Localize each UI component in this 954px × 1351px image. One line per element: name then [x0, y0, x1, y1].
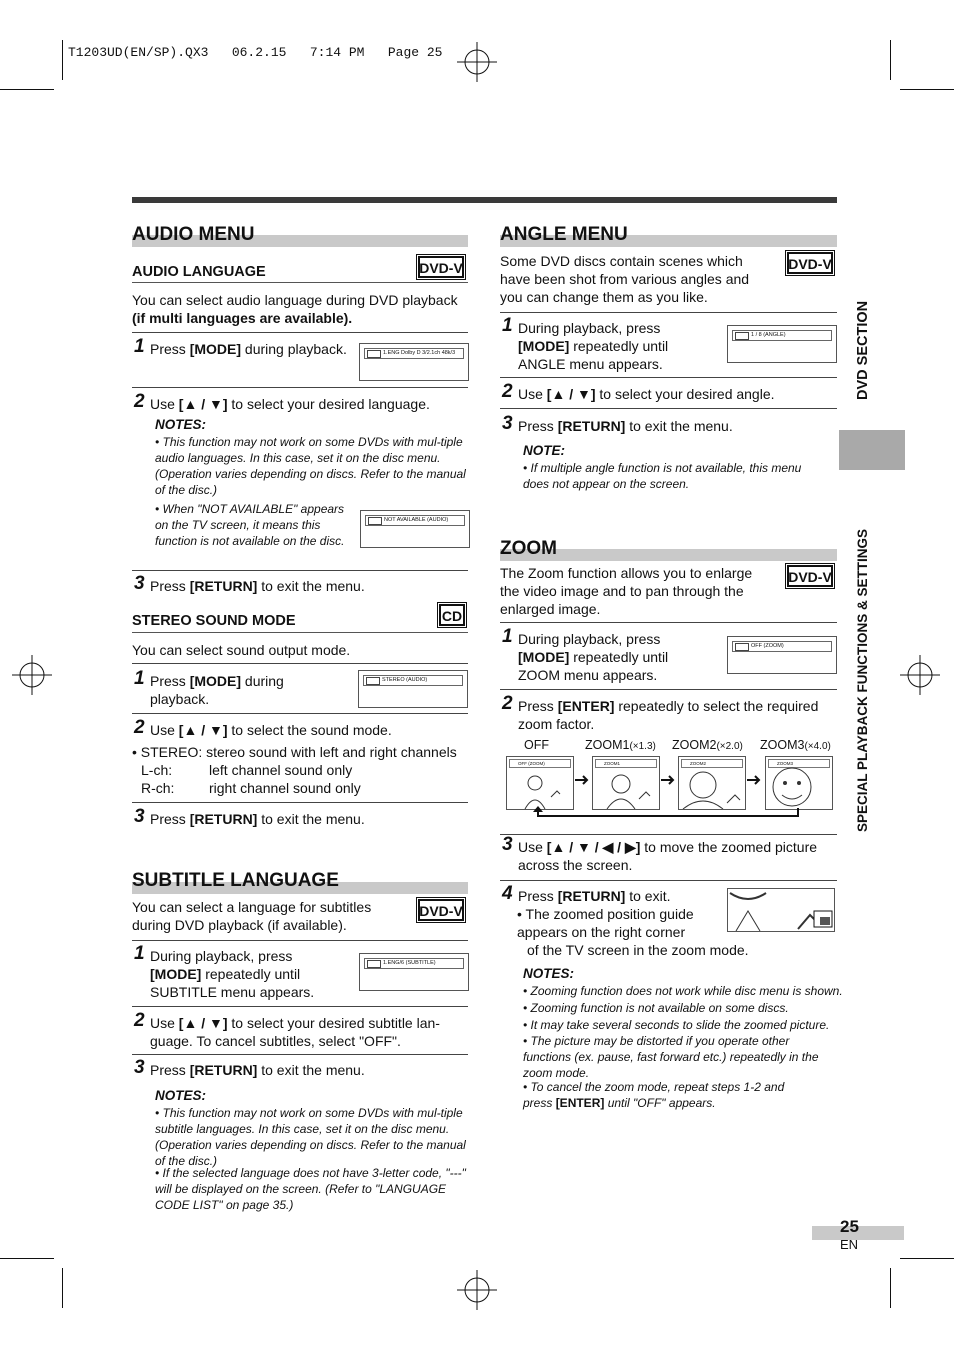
step-number: 3 — [502, 413, 513, 434]
zoom-level-label: ZOOM2(×2.0) — [672, 738, 743, 752]
registration-mark-icon — [457, 1270, 497, 1310]
print-header: T1203UD(EN/SP).QX3 06.2.15 7:14 PM Page 25 — [68, 45, 443, 60]
osd-angle-screen: 1 / 8 (ANGLE) — [727, 325, 837, 363]
osd-zoom-screen: OFF (ZOOM) — [727, 636, 837, 674]
step-text: Press [MODE] during playback. — [150, 673, 284, 707]
crop-mark — [900, 89, 954, 90]
sidebar — [851, 288, 881, 838]
audio-language-title: AUDIO LANGUAGE — [132, 264, 266, 280]
note-text: • If multiple angle function is not available, this menu does not appear on the screen. — [523, 461, 802, 491]
divider — [132, 1054, 468, 1055]
step-number: 1 — [502, 626, 513, 647]
dvd-video-badge-icon — [416, 254, 466, 280]
step-number: 2 — [134, 391, 145, 412]
zoom-level-label: ZOOM1(×1.3) — [585, 738, 656, 752]
divider — [132, 332, 468, 333]
step-text: Use [▲ / ▼] to select your desired language. — [150, 396, 430, 412]
zoom-preview-3: ZOOM3 — [765, 756, 833, 810]
notes-heading: NOTES: — [523, 966, 575, 981]
note-text: • To cancel the zoom mode, repeat steps 1-2 and press [ENTER] until "OFF" appears. — [523, 1080, 785, 1110]
crop-mark — [900, 1258, 954, 1259]
zoom-level-label: OFF — [524, 738, 549, 752]
step-number: 1 — [502, 315, 513, 336]
divider — [132, 713, 468, 714]
step-text: Press [RETURN] to exit the menu. — [150, 811, 365, 827]
stereo-sound-title: STEREO SOUND MODE — [132, 613, 296, 629]
osd-not-available-screen: NOT AVAILABLE (AUDIO) — [360, 510, 470, 548]
step-text: Use [▲ / ▼] to select the sound mode. — [150, 722, 392, 738]
divider — [132, 940, 468, 941]
step-number: 2 — [502, 381, 513, 402]
step-text: Press [RETURN] to exit. — [518, 888, 671, 904]
note-text: • This function may not work on some DVDs with mul-tiple audio languages. In this case, set it on the disc menu. (Operation varies depending on discs. Refer to the manual of the disc.) — [155, 435, 466, 497]
notes-heading: NOTES: — [155, 417, 207, 432]
note-text: • Zooming function is not available on some discs. — [523, 1001, 789, 1015]
step-number: 1 — [134, 668, 145, 689]
zoom-preview-2: ZOOM2 — [678, 756, 746, 810]
notes-heading: NOTES: — [155, 1088, 207, 1103]
divider — [500, 408, 837, 409]
svg-text:DVD-V: DVD-V — [419, 260, 463, 276]
step-text: Use [▲ / ▼] to select your desired angle. — [518, 386, 775, 402]
zoom-step4-bullet-a: • The zoomed position guide appears on the right corner — [517, 906, 694, 940]
crop-mark — [0, 1258, 54, 1259]
page-language: EN — [840, 1237, 859, 1252]
zoom-step4-bullet: of the TV screen in the zoom mode. — [527, 942, 749, 958]
angle-intro: Some DVD discs contain scenes which have been shot from various angles and you can change them as you like. — [500, 253, 750, 305]
lch-value: left channel sound only — [209, 762, 353, 778]
crop-mark — [62, 40, 63, 80]
divider — [500, 377, 837, 378]
step-number: 2 — [134, 1010, 145, 1031]
step-text: Use [▲ / ▼] to select your desired subtitle lan-guage. To cancel subtitles, select "OFF". — [150, 1015, 440, 1049]
note-text: • Zooming function does not work while disc menu is shown. — [523, 984, 843, 998]
divider — [132, 282, 468, 283]
step-number: 3 — [134, 573, 145, 594]
top-rule — [132, 197, 837, 203]
crop-mark — [890, 1268, 891, 1308]
dvd-video-badge-icon — [785, 250, 835, 276]
step-number: 4 — [502, 883, 513, 904]
zoom-preview-1: ZOOM1 — [592, 756, 660, 810]
lch-label: L-ch: — [141, 762, 173, 778]
zoom-preview-off: OFF (ZOOM) — [506, 756, 574, 810]
step-text: Press [RETURN] to exit the menu. — [150, 1062, 365, 1078]
divider — [132, 663, 468, 664]
zoom-cycle-arrows-icon — [506, 772, 836, 822]
osd-stereo-screen: STEREO (AUDIO) — [358, 670, 468, 708]
step-text: During playback, press [MODE] repeatedly until ZOOM menu appears. — [518, 631, 669, 683]
step-number: 3 — [502, 834, 513, 855]
zoom-level-label: ZOOM3(×4.0) — [760, 738, 831, 752]
sidebar-tab — [839, 430, 905, 470]
step-number: 1 — [134, 336, 145, 357]
divider — [132, 632, 468, 633]
stereo-bullet: • STEREO: stereo sound with left and right channels — [132, 744, 457, 760]
sidebar-dvd-section: DVD SECTION — [855, 300, 871, 400]
sidebar-special-playback: SPECIAL PLAYBACK FUNCTIONS & SETTINGS — [855, 528, 870, 832]
zoom-title: ZOOM — [500, 538, 557, 559]
osd-audio-screen: 1.ENG Dolby D 3/2.1ch 48k/3 — [359, 343, 469, 381]
step-number: 2 — [134, 717, 145, 738]
note-heading: NOTE: — [523, 443, 565, 458]
crop-mark — [0, 89, 54, 90]
svg-text:CD: CD — [441, 608, 463, 624]
note-text: • When "NOT AVAILABLE" appears on the TV screen, it means this function is not available on the disc. — [155, 502, 345, 548]
zoom-position-guide-image — [727, 888, 835, 932]
crop-mark — [890, 40, 891, 80]
dvd-video-badge-icon — [785, 563, 835, 589]
subtitle-language-title: SUBTITLE LANGUAGE — [132, 870, 339, 891]
step-text: Use [▲ / ▼ / ◀ / ▶] to move the zoomed picture across the screen. — [518, 839, 818, 873]
svg-text:DVD-V: DVD-V — [419, 903, 463, 919]
note-text: • If the selected language does not have 3-letter code, "---" will be displayed on the screen. (Refer to "LANGUAGE CODE LIST" on page 35.) — [155, 1166, 466, 1212]
svg-text:DVD-V: DVD-V — [788, 256, 832, 272]
note-text: • The picture may be distorted if you operate other functions (ex. pause, fast forward etc.) repeatedly in the zoom mode. — [523, 1034, 819, 1080]
cd-badge-icon — [437, 602, 467, 628]
note-text: • It may take several seconds to slide the zoomed picture. — [523, 1018, 830, 1032]
audio-language-intro: You can select audio language during DVD playback — [132, 292, 458, 308]
rch-value: right channel sound only — [209, 780, 361, 796]
step-text: Press [MODE] during playback. — [150, 341, 347, 357]
divider — [500, 622, 837, 623]
step-number: 1 — [134, 943, 145, 964]
note-text: • This function may not work on some DVDs with mul-tiple subtitle languages. In this case, set it on the disc menu. (Operation varies depending on discs. Refer to the manual of the disc.) — [155, 1106, 466, 1168]
svg-text:DVD-V: DVD-V — [788, 569, 832, 585]
registration-mark-icon — [12, 655, 52, 695]
crop-mark — [62, 1268, 63, 1308]
osd-subtitle-screen: 1.ENG/6 (SUBTITLE) — [359, 953, 469, 991]
zoom-intro: The Zoom function allows you to enlarge the video image and to pan through the enlarged image. — [500, 565, 753, 617]
step-text: Press [RETURN] to exit the menu. — [518, 418, 733, 434]
angle-menu-title: ANGLE MENU — [500, 224, 628, 245]
stereo-intro: You can select sound output mode. — [132, 642, 351, 658]
step-number: 3 — [134, 806, 145, 827]
registration-mark-icon — [900, 655, 940, 695]
step-text: During playback, press [MODE] repeatedly until SUBTITLE menu appears. — [150, 948, 315, 1000]
page-number: 25 — [840, 1217, 859, 1236]
step-text: Press [RETURN] to exit the menu. — [150, 578, 365, 594]
step-text: Press [ENTER] repeatedly to select the required zoom factor. — [518, 698, 819, 732]
audio-menu-title: AUDIO MENU — [132, 224, 255, 245]
divider — [132, 802, 468, 803]
divider — [132, 570, 468, 571]
zoomed-person-illustration-icon — [728, 889, 834, 931]
registration-mark-icon — [457, 42, 497, 82]
divider — [500, 834, 837, 835]
step-number: 2 — [502, 693, 513, 714]
audio-language-intro-bold: (if multi languages are available). — [132, 310, 353, 326]
dvd-video-badge-icon — [416, 897, 466, 923]
divider — [132, 387, 468, 388]
divider — [500, 880, 837, 881]
step-number: 3 — [134, 1057, 145, 1078]
step-text: During playback, press [MODE] repeatedly until ANGLE menu appears. — [518, 320, 669, 372]
divider — [132, 1006, 468, 1007]
divider — [500, 689, 837, 690]
rch-label: R-ch: — [141, 780, 175, 796]
subtitle-intro: You can select a language for subtitles during DVD playback (if available). — [132, 899, 372, 933]
divider — [500, 312, 837, 313]
